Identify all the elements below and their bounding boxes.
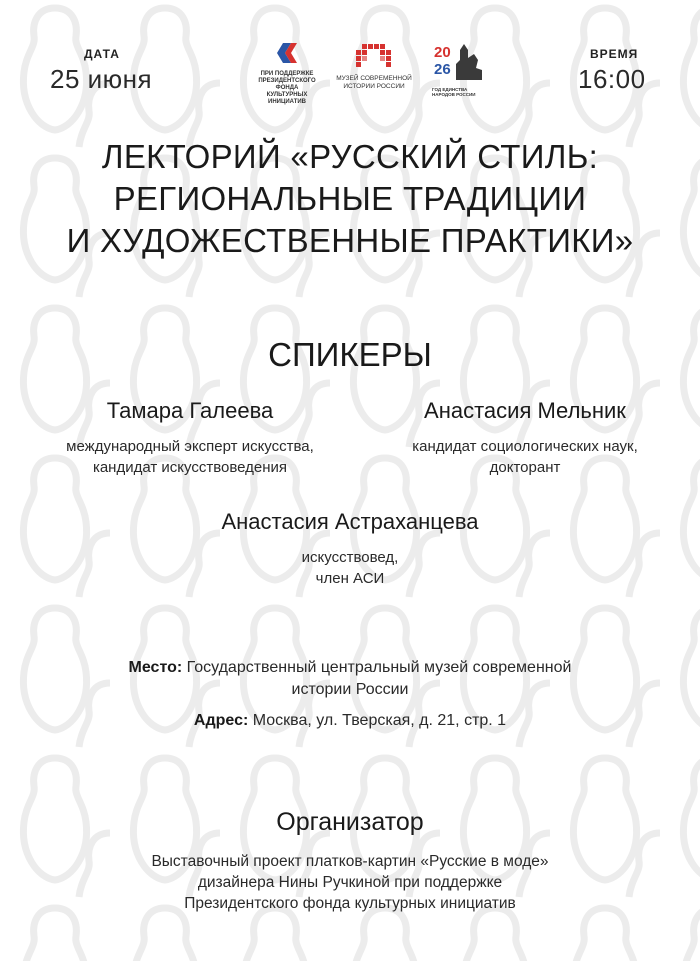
speaker-description: член АСИ xyxy=(315,570,385,587)
place-value-cont: истории России xyxy=(291,681,409,698)
speaker-name: Анастасия Мельник xyxy=(424,398,626,423)
year-caption-1: ГОД ЕДИНСТВА xyxy=(432,87,468,92)
address-label: Адрес: xyxy=(193,712,249,729)
speaker-description: искусствовед, xyxy=(301,549,399,566)
organizer-heading: Организатор xyxy=(276,808,424,836)
museum-logo xyxy=(334,40,414,92)
speaker-description: кандидат искусствоведения xyxy=(92,459,288,476)
title-line-3: И ХУДОЖЕСТВЕННЫЕ ПРАКТИКИ» xyxy=(66,222,634,259)
address-value: Москва, ул. Тверская, д. 21, стр. 1 xyxy=(252,712,507,729)
museum-text-2: ИСТОРИИ РОССИИ xyxy=(343,83,405,90)
speakers-heading: СПИКЕРЫ xyxy=(268,336,432,373)
time-label: ВРЕМЯ xyxy=(590,47,639,61)
title-line-2: РЕГИОНАЛЬНЫЕ ТРАДИЦИИ xyxy=(113,180,587,217)
speaker-description: кандидат социологических наук, xyxy=(412,438,638,455)
title-line-1: ЛЕКТОРИЙ «РУССКИЙ СТИЛЬ: xyxy=(101,138,599,175)
monument-icon xyxy=(432,40,488,82)
year-bottom: 26 xyxy=(434,61,451,78)
pfki-text-3: КУЛЬТУРНЫХ ИНИЦИАТИВ xyxy=(266,92,308,105)
date-value: 25 июня xyxy=(50,64,153,94)
speaker-card xyxy=(150,509,550,589)
year-caption-2: НАРОДОВ РОССИИ xyxy=(432,92,476,97)
speaker-description: международный эксперт искусства, xyxy=(66,438,314,455)
organizer-block xyxy=(50,851,650,914)
museum-text-1: МУЗЕЙ СОВРЕМЕННОЙ xyxy=(336,75,412,82)
year-top: 20 xyxy=(434,44,451,61)
organizer-line-1: Выставочный проект платков-картин «Русские в моде» xyxy=(151,853,549,870)
pfki-text-1: ПРИ ПОДДЕРЖКЕ xyxy=(260,71,314,77)
event-title xyxy=(0,136,700,262)
pfki-logo xyxy=(247,40,327,105)
place-label: Место: xyxy=(128,659,183,676)
speaker-description: докторант xyxy=(489,459,561,476)
place-block xyxy=(50,657,650,701)
organizer-line-2: дизайнера Нины Ручкиной при поддержке xyxy=(197,874,503,891)
time-value: 16:00 xyxy=(578,64,646,94)
speaker-card xyxy=(370,398,680,478)
year-logo xyxy=(432,40,488,97)
date-label: ДАТА xyxy=(84,47,120,61)
pfki-mark-icon xyxy=(247,40,327,66)
organizer-line-3: Президентского фонда культурных инициатив xyxy=(184,895,516,912)
place-value: Государственный центральный музей современной xyxy=(186,659,572,676)
speaker-card xyxy=(20,398,360,478)
speaker-name: Анастасия Астраханцева xyxy=(221,509,479,534)
speaker-name: Тамара Галеева xyxy=(106,398,274,423)
museum-mark-icon xyxy=(334,40,414,70)
address-block xyxy=(50,710,650,732)
pfki-text-2: ПРЕЗИДЕНТСКОГО ФОНДА xyxy=(258,78,316,91)
